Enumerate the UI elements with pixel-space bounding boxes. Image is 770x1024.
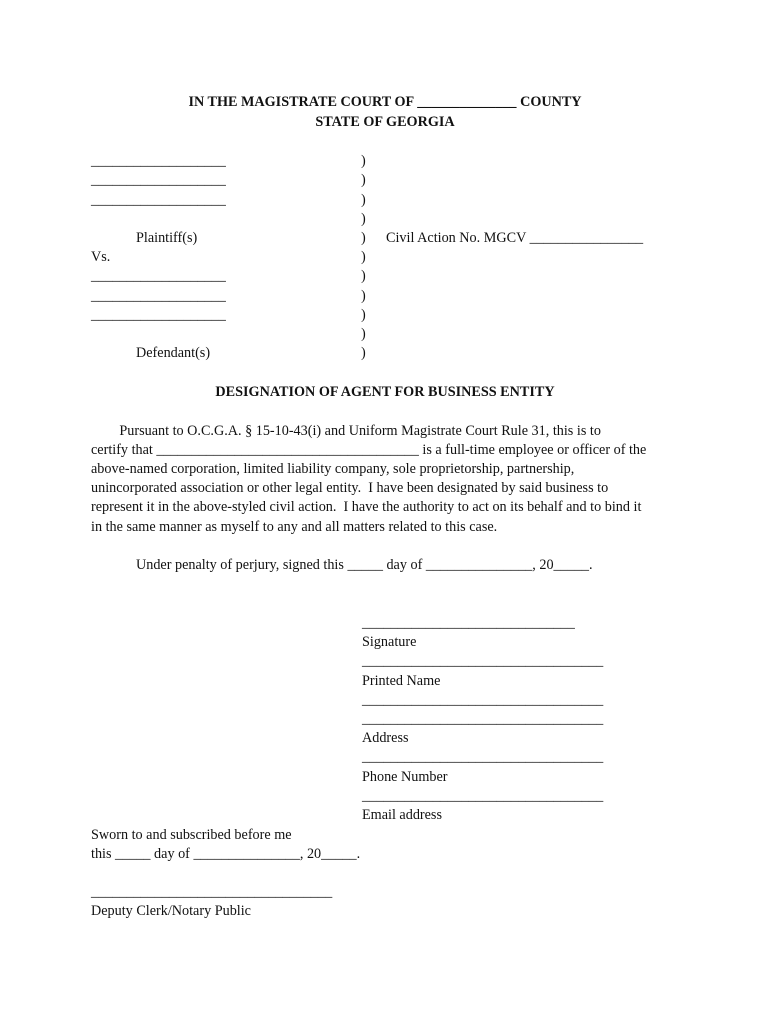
- caption-paren: ): [361, 307, 366, 323]
- printed-name-line[interactable]: __________________________________: [362, 653, 604, 669]
- plaintiff-blank-3[interactable]: ___________________: [91, 192, 226, 208]
- body-line-4: unincorporated association or other legal entity. I have been designated by said business to: [91, 480, 609, 496]
- caption-paren: ): [361, 345, 366, 361]
- sworn-date: this _____ day of _______________, 20_____.: [91, 846, 361, 862]
- perjury-statement: Under penalty of perjury, signed this _____ day of _______________, 20_____.: [136, 557, 593, 573]
- notary-signature-line[interactable]: __________________________________: [91, 884, 333, 900]
- caption-paren: ): [361, 172, 366, 188]
- defendant-blank-3[interactable]: ___________________: [91, 307, 226, 323]
- body-line-3: above-named corporation, limited liability company, sole proprietorship, partnership,: [91, 461, 575, 477]
- phone-label: Phone Number: [362, 769, 448, 785]
- caption-paren: ): [361, 249, 366, 265]
- defendant-blank-1[interactable]: ___________________: [91, 268, 226, 284]
- state-heading: STATE OF GEORGIA: [315, 114, 455, 130]
- defendant-label: Defendant(s): [136, 345, 211, 361]
- body-line-5: represent it in the above-styled civil action. I have the authority to act on its behalf and to bind it: [91, 499, 642, 515]
- document-title: DESIGNATION OF AGENT FOR BUSINESS ENTITY: [215, 384, 555, 400]
- signature-label: Signature: [362, 634, 417, 650]
- plaintiff-blank-2[interactable]: ___________________: [91, 172, 226, 188]
- caption-paren: ): [361, 192, 366, 208]
- phone-line[interactable]: __________________________________: [362, 749, 604, 765]
- caption-paren: ): [361, 288, 366, 304]
- sworn-statement: Sworn to and subscribed before me: [91, 827, 292, 843]
- defendant-blank-2[interactable]: ___________________: [91, 288, 226, 304]
- court-heading: IN THE MAGISTRATE COURT OF ______________ COUNTY: [188, 94, 582, 110]
- address-line-2[interactable]: __________________________________: [362, 711, 604, 727]
- address-label: Address: [362, 730, 409, 746]
- plaintiff-label: Plaintiff(s): [136, 230, 198, 246]
- address-line-1[interactable]: __________________________________: [362, 692, 604, 708]
- caption-paren: ): [361, 211, 366, 227]
- body-line-1: Pursuant to O.C.G.A. § 15-10-43(i) and Uniform Magistrate Court Rule 31, this is to: [91, 423, 601, 439]
- plaintiff-blank-1[interactable]: ___________________: [91, 153, 226, 169]
- signature-line[interactable]: ______________________________: [362, 615, 575, 631]
- body-line-6: in the same manner as myself to any and all matters related to this case.: [91, 519, 498, 535]
- email-line[interactable]: __________________________________: [362, 788, 604, 804]
- civil-action-number[interactable]: Civil Action No. MGCV ________________: [386, 230, 644, 246]
- email-label: Email address: [362, 807, 442, 823]
- caption-paren: ): [361, 268, 366, 284]
- caption-paren: ): [361, 230, 366, 246]
- printed-name-label: Printed Name: [362, 673, 441, 689]
- notary-label: Deputy Clerk/Notary Public: [91, 903, 251, 919]
- caption-paren: ): [361, 326, 366, 342]
- versus-label: Vs.: [91, 249, 111, 265]
- body-line-2: certify that _____________________________________ is a full-time employee or officer of the: [91, 442, 647, 458]
- caption-paren: ): [361, 153, 366, 169]
